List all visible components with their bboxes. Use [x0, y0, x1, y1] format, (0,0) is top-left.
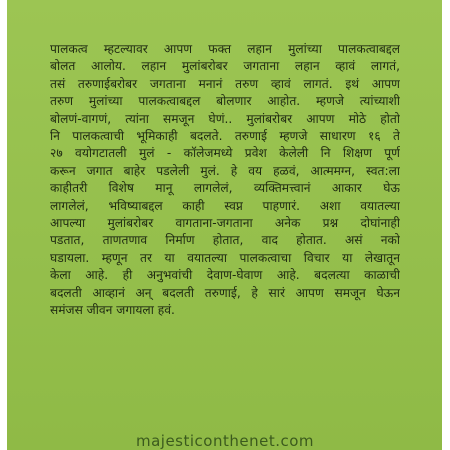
- blurb-line: पडतात, ताणतणाव निर्माण होतात, वाद होतात. असं नको: [50, 233, 400, 248]
- watermark-url: majesticonthenet.com: [135, 432, 315, 450]
- blurb-text: [50, 41, 400, 320]
- blurb-line: पालकत्व म्हटल्यावर आपण फक्त लहान मुलांच्या पालकत्वाबद्दल: [50, 42, 400, 56]
- blurb-line: समंजस जीवन जगायला हवं.: [50, 303, 175, 318]
- blurb-line: आपल्या मुलांबरोबर वागताना-जगताना अनेक प्रश्न दोघांनाही: [50, 216, 400, 231]
- blurb-line: बदलती आव्हानं अन् बदलती तरुणाई, हे सारं आपण समजून घेऊन: [50, 285, 400, 300]
- blurb-line: तसं तरुणाईबरोबर जगताना मनानं तरुण व्हावं लागतं. इथं आपण: [50, 76, 400, 91]
- blurb-line: बोलत आलोय. लहान मुलांबरोबर जगताना लहान व्हावं लागतं,: [50, 59, 400, 74]
- blurb-line: तरुण मुलांच्या पालकत्वाबद्दल बोलणार आहोत. म्हणजे त्यांच्याशी: [50, 94, 400, 109]
- blurb-line: केला आहे. ही अनुभवांची देवाण-घेवाण आहे. बदलत्या काळाची: [50, 268, 400, 283]
- blurb-line: २७ वयोगटातली मुलं - कॉलेजमध्ये प्रवेश केलेली नि शिक्षण पूर्ण: [50, 146, 400, 161]
- blurb-line: लागलेलं, भविष्याबद्दल काही स्वप्न पाहणारं. अशा वयातल्या: [50, 198, 400, 213]
- blurb-line: घडायला. म्हणून तर या वयातल्या पालकत्वाचा विचार या लेखातून: [50, 250, 400, 265]
- blurb-line: नि पालकत्वाची भूमिकाही बदलते. तरुणाई म्हणजे साधारण १६ ते: [50, 129, 400, 144]
- blurb-line: करून जगात बाहेर पडलेली मुलं. हे वय हळवं, आत्ममग्न, स्वत:ला: [50, 163, 400, 178]
- blurb-line: बोलणं-वागणं, त्यांना समजून घेणं.. मुलांबरोबर आपण मोठे होतो: [50, 111, 400, 126]
- blurb-line: काहीतरी विशेष मानू लागलेलं, व्यक्तिमत्त्वानं आकार घेऊ: [50, 181, 400, 196]
